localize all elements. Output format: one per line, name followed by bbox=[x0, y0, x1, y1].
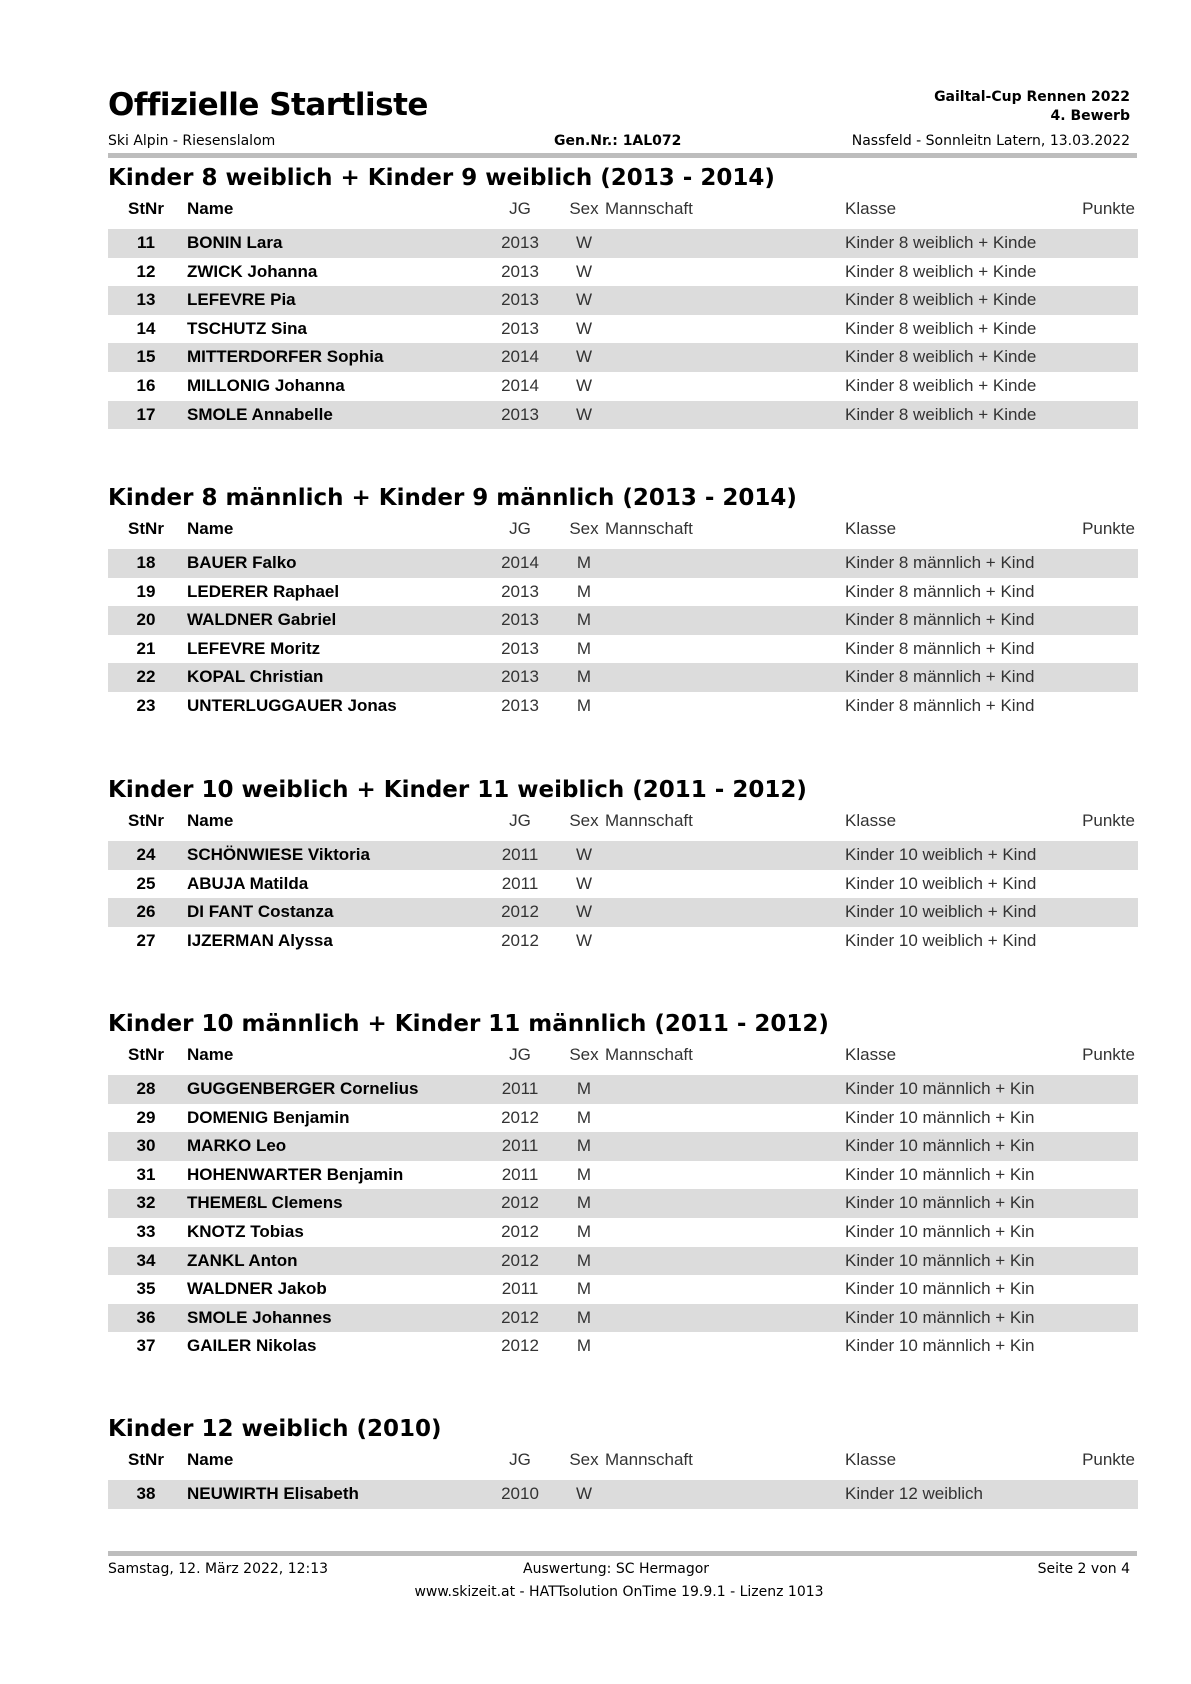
column-header-klasse: Klasse bbox=[845, 199, 897, 218]
table-row bbox=[108, 663, 1138, 692]
start-number: 26 bbox=[136, 902, 156, 922]
column-header-name: Name bbox=[187, 1450, 234, 1469]
class-cell: Kinder 10 männlich + Kin bbox=[845, 1250, 1035, 1270]
competitor-name: LEDERER Raphael bbox=[187, 581, 340, 601]
table-row bbox=[108, 258, 1138, 287]
column-header-row bbox=[108, 193, 1138, 229]
class-cell: Kinder 10 männlich + Kin bbox=[845, 1307, 1035, 1327]
sex-cell: W bbox=[575, 873, 593, 893]
start-number: 27 bbox=[136, 930, 156, 950]
table-row bbox=[108, 1218, 1138, 1247]
birth-year: 2011 bbox=[501, 1279, 539, 1299]
column-header-klasse: Klasse bbox=[845, 519, 897, 538]
sex-cell: W bbox=[575, 930, 593, 950]
section-4 bbox=[108, 1414, 1138, 1509]
birth-year: 2012 bbox=[501, 1107, 539, 1127]
start-number: 31 bbox=[136, 1164, 156, 1184]
section-title: Kinder 10 weiblich + Kinder 11 weiblich (2011 - 2012) bbox=[108, 777, 807, 803]
event-number: 4. Bewerb bbox=[1050, 108, 1130, 124]
column-header-name: Name bbox=[187, 1045, 234, 1064]
footer-rule bbox=[108, 1551, 1137, 1556]
birth-year: 2013 bbox=[501, 581, 539, 601]
column-header-punkte: Punkte bbox=[1082, 199, 1135, 218]
column-header-stnr: StNr bbox=[128, 199, 164, 218]
column-header-row bbox=[108, 513, 1138, 549]
birth-year: 2012 bbox=[501, 1336, 539, 1356]
sex-cell: M bbox=[576, 1136, 592, 1156]
birth-year: 2011 bbox=[501, 873, 539, 893]
sex-cell: W bbox=[575, 290, 593, 310]
start-number: 24 bbox=[136, 845, 156, 864]
page-number: Seite 2 von 4 bbox=[1037, 1561, 1130, 1577]
column-header-jg: JG bbox=[509, 199, 531, 218]
start-number: 29 bbox=[136, 1107, 156, 1127]
header-rule bbox=[108, 153, 1137, 158]
column-header-team: Mannschaft bbox=[605, 811, 693, 830]
birth-year: 2012 bbox=[501, 1221, 539, 1241]
column-header-klasse: Klasse bbox=[845, 1045, 897, 1064]
birth-year: 2013 bbox=[501, 318, 539, 338]
column-header-stnr: StNr bbox=[128, 1045, 164, 1064]
class-cell: Kinder 10 männlich + Kin bbox=[845, 1193, 1035, 1213]
table-row bbox=[108, 635, 1138, 664]
start-number: 25 bbox=[136, 873, 156, 893]
table-row bbox=[108, 1161, 1138, 1190]
competitor-name: WALDNER Gabriel bbox=[187, 610, 337, 630]
birth-year: 2011 bbox=[501, 1136, 539, 1156]
section-1 bbox=[108, 483, 1138, 721]
table-row bbox=[108, 1480, 1138, 1509]
class-cell: Kinder 8 weiblich + Kinde bbox=[845, 261, 1037, 281]
competitor-name: KNOTZ Tobias bbox=[187, 1221, 304, 1241]
competitor-name: ZWICK Johanna bbox=[187, 261, 318, 281]
class-cell: Kinder 8 weiblich + Kinde bbox=[845, 404, 1037, 424]
class-cell: Kinder 8 männlich + Kind bbox=[845, 581, 1035, 601]
column-header-sex: Sex bbox=[569, 811, 599, 830]
competitor-name: NEUWIRTH Elisabeth bbox=[187, 1484, 359, 1503]
location-date: Nassfeld - Sonnleitn Latern, 13.03.2022 bbox=[851, 133, 1130, 149]
class-cell: Kinder 8 männlich + Kind bbox=[845, 553, 1035, 572]
class-cell: Kinder 8 männlich + Kind bbox=[845, 610, 1035, 630]
competitor-name: THEMEßL Clemens bbox=[187, 1193, 343, 1213]
class-cell: Kinder 8 weiblich + Kinde bbox=[845, 318, 1037, 338]
start-number: 36 bbox=[136, 1307, 156, 1327]
column-header-punkte: Punkte bbox=[1082, 811, 1135, 830]
column-header-stnr: StNr bbox=[128, 1450, 164, 1469]
sex-cell: M bbox=[576, 610, 592, 630]
column-header-stnr: StNr bbox=[128, 519, 164, 538]
birth-year: 2014 bbox=[501, 375, 539, 395]
birth-year: 2011 bbox=[501, 1164, 539, 1184]
table-row bbox=[108, 286, 1138, 315]
sex-cell: M bbox=[576, 1250, 592, 1270]
table-row bbox=[108, 841, 1138, 870]
column-header-sex: Sex bbox=[569, 1045, 599, 1064]
competitor-name: KOPAL Christian bbox=[187, 667, 324, 687]
sex-cell: M bbox=[576, 1164, 592, 1184]
class-cell: Kinder 8 weiblich + Kinde bbox=[845, 375, 1037, 395]
start-number: 18 bbox=[136, 553, 156, 572]
birth-year: 2013 bbox=[501, 638, 539, 658]
start-number: 14 bbox=[136, 318, 156, 338]
competitor-name: UNTERLUGGAUER Jonas bbox=[187, 695, 397, 715]
column-header-row bbox=[108, 1444, 1138, 1480]
page-title: Offizielle Startliste bbox=[108, 87, 428, 123]
birth-year: 2013 bbox=[501, 404, 539, 424]
sex-cell: M bbox=[576, 581, 592, 601]
birth-year: 2013 bbox=[501, 261, 539, 281]
birth-year: 2013 bbox=[501, 290, 539, 310]
section-title: Kinder 10 männlich + Kinder 11 männlich (2011 - 2012) bbox=[108, 1011, 829, 1037]
birth-year: 2012 bbox=[501, 1193, 539, 1213]
column-header-name: Name bbox=[187, 811, 234, 830]
competitor-name: MITTERDORFER Sophia bbox=[187, 347, 384, 367]
column-header-punkte: Punkte bbox=[1082, 519, 1135, 538]
column-header-klasse: Klasse bbox=[845, 811, 897, 830]
print-timestamp: Samstag, 12. März 2022, 12:13 bbox=[108, 1561, 329, 1577]
competitor-name: SMOLE Annabelle bbox=[187, 404, 333, 424]
competitor-name: HOHENWARTER Benjamin bbox=[187, 1164, 404, 1184]
table-row bbox=[108, 372, 1138, 401]
sex-cell: M bbox=[576, 1221, 592, 1241]
start-number: 33 bbox=[136, 1221, 156, 1241]
gen-number: Gen.Nr.: 1AL072 bbox=[554, 133, 682, 149]
class-cell: Kinder 10 weiblich + Kind bbox=[845, 930, 1037, 950]
column-header-jg: JG bbox=[509, 1045, 531, 1064]
column-header-row bbox=[108, 805, 1138, 841]
start-number: 37 bbox=[136, 1336, 156, 1356]
competitor-name: DI FANT Costanza bbox=[187, 902, 334, 922]
header-subline bbox=[108, 133, 1130, 151]
table-row bbox=[108, 1189, 1138, 1218]
section-2 bbox=[108, 775, 1138, 955]
birth-year: 2012 bbox=[501, 902, 539, 922]
start-number: 19 bbox=[136, 581, 156, 601]
section-title: Kinder 12 weiblich (2010) bbox=[108, 1416, 442, 1442]
birth-year: 2014 bbox=[501, 553, 539, 572]
class-cell: Kinder 10 weiblich + Kind bbox=[845, 845, 1037, 864]
table-row bbox=[108, 578, 1138, 607]
birth-year: 2012 bbox=[501, 930, 539, 950]
start-number: 20 bbox=[136, 610, 156, 630]
column-header-jg: JG bbox=[509, 811, 531, 830]
sex-cell: M bbox=[576, 1079, 592, 1098]
class-cell: Kinder 10 männlich + Kin bbox=[845, 1107, 1035, 1127]
table-row bbox=[108, 1247, 1138, 1276]
class-cell: Kinder 8 männlich + Kind bbox=[845, 667, 1035, 687]
table-row bbox=[108, 1075, 1138, 1104]
table-row bbox=[108, 343, 1138, 372]
evaluation-club: Auswertung: SC Hermagor bbox=[523, 1561, 710, 1577]
start-number: 13 bbox=[136, 290, 156, 310]
sex-cell: W bbox=[575, 261, 593, 281]
class-cell: Kinder 10 männlich + Kin bbox=[845, 1136, 1035, 1156]
class-cell: Kinder 10 männlich + Kin bbox=[845, 1079, 1035, 1098]
class-cell: Kinder 10 männlich + Kin bbox=[845, 1221, 1035, 1241]
table-row bbox=[108, 1104, 1138, 1133]
sex-cell: W bbox=[575, 318, 593, 338]
sex-cell: M bbox=[576, 638, 592, 658]
birth-year: 2013 bbox=[501, 610, 539, 630]
column-header-jg: JG bbox=[509, 519, 531, 538]
competitor-name: GUGGENBERGER Cornelius bbox=[187, 1079, 419, 1098]
start-number: 28 bbox=[136, 1079, 156, 1098]
birth-year: 2010 bbox=[501, 1484, 539, 1503]
birth-year: 2011 bbox=[501, 1079, 539, 1098]
class-cell: Kinder 10 weiblich + Kind bbox=[845, 873, 1037, 893]
start-number: 35 bbox=[136, 1279, 156, 1299]
class-cell: Kinder 10 männlich + Kin bbox=[845, 1164, 1035, 1184]
competitor-name: WALDNER Jakob bbox=[187, 1279, 327, 1299]
competitor-name: LEFEVRE Moritz bbox=[187, 638, 321, 658]
sex-cell: M bbox=[576, 1279, 592, 1299]
column-header-sex: Sex bbox=[569, 519, 599, 538]
birth-year: 2013 bbox=[501, 233, 539, 252]
class-cell: Kinder 10 männlich + Kin bbox=[845, 1336, 1035, 1356]
sex-cell: W bbox=[575, 845, 593, 864]
table-row bbox=[108, 692, 1138, 721]
birth-year: 2012 bbox=[501, 1307, 539, 1327]
table-row bbox=[108, 898, 1138, 927]
section-title: Kinder 8 männlich + Kinder 9 männlich (2013 - 2014) bbox=[108, 485, 797, 511]
competitor-name: ABUJA Matilda bbox=[187, 873, 309, 893]
class-cell: Kinder 8 weiblich + Kinde bbox=[845, 290, 1037, 310]
competitor-name: BONIN Lara bbox=[187, 233, 283, 252]
column-header-klasse: Klasse bbox=[845, 1450, 897, 1469]
column-header-stnr: StNr bbox=[128, 811, 164, 830]
sex-cell: W bbox=[575, 902, 593, 922]
event-name: Gailtal-Cup Rennen 2022 bbox=[934, 89, 1130, 105]
column-header-team: Mannschaft bbox=[605, 1045, 693, 1064]
class-cell: Kinder 12 weiblich bbox=[845, 1484, 983, 1503]
sex-cell: M bbox=[576, 1107, 592, 1127]
class-cell: Kinder 8 weiblich + Kinde bbox=[845, 347, 1037, 367]
competitor-name: ZANKL Anton bbox=[187, 1250, 298, 1270]
sex-cell: W bbox=[575, 233, 593, 252]
column-header-name: Name bbox=[187, 519, 234, 538]
sex-cell: W bbox=[575, 375, 593, 395]
column-header-team: Mannschaft bbox=[605, 1450, 693, 1469]
sex-cell: M bbox=[576, 695, 592, 715]
column-header-punkte: Punkte bbox=[1082, 1450, 1135, 1469]
table-row bbox=[108, 1304, 1138, 1333]
birth-year: 2013 bbox=[501, 667, 539, 687]
table-row bbox=[108, 401, 1138, 430]
discipline: Ski Alpin - Riesenslalom bbox=[108, 133, 276, 149]
class-cell: Kinder 10 weiblich + Kind bbox=[845, 902, 1037, 922]
sex-cell: M bbox=[576, 1193, 592, 1213]
competitor-name: SMOLE Johannes bbox=[187, 1307, 332, 1327]
start-number: 38 bbox=[136, 1484, 156, 1503]
column-header-sex: Sex bbox=[569, 1450, 599, 1469]
table-row bbox=[108, 927, 1138, 956]
start-number: 34 bbox=[136, 1250, 156, 1270]
start-number: 17 bbox=[136, 404, 156, 424]
class-cell: Kinder 10 männlich + Kin bbox=[845, 1279, 1035, 1299]
class-cell: Kinder 8 männlich + Kind bbox=[845, 695, 1035, 715]
table-row bbox=[108, 1275, 1138, 1304]
sex-cell: W bbox=[575, 1484, 593, 1503]
birth-year: 2012 bbox=[501, 1250, 539, 1270]
column-header-name: Name bbox=[187, 199, 234, 218]
column-header-sex: Sex bbox=[569, 199, 599, 218]
column-header-punkte: Punkte bbox=[1082, 1045, 1135, 1064]
start-number: 32 bbox=[136, 1193, 156, 1213]
start-number: 12 bbox=[136, 261, 156, 281]
section-0 bbox=[108, 163, 1138, 429]
start-number: 16 bbox=[136, 375, 156, 395]
competitor-name: SCHÖNWIESE Viktoria bbox=[187, 845, 370, 864]
software-credit: www.skizeit.at - HATTsolution OnTime 19.9.1 - Lizenz 1013 bbox=[414, 1584, 824, 1600]
column-header-row bbox=[108, 1039, 1138, 1075]
sex-cell: M bbox=[576, 553, 592, 572]
sex-cell: W bbox=[575, 347, 593, 367]
table-row bbox=[108, 1132, 1138, 1161]
table-row bbox=[108, 606, 1138, 635]
start-number: 23 bbox=[136, 695, 156, 715]
competitor-name: TSCHUTZ Sina bbox=[187, 318, 307, 338]
birth-year: 2011 bbox=[501, 845, 539, 864]
class-cell: Kinder 8 männlich + Kind bbox=[845, 638, 1035, 658]
column-header-jg: JG bbox=[509, 1450, 531, 1469]
table-row bbox=[108, 549, 1138, 578]
competitor-name: MARKO Leo bbox=[187, 1136, 287, 1156]
competitor-name: DOMENIG Benjamin bbox=[187, 1107, 350, 1127]
start-number: 11 bbox=[137, 233, 155, 252]
start-number: 15 bbox=[136, 347, 156, 367]
competitor-name: LEFEVRE Pia bbox=[187, 290, 296, 310]
birth-year: 2013 bbox=[501, 695, 539, 715]
table-row bbox=[108, 229, 1138, 258]
class-cell: Kinder 8 weiblich + Kinde bbox=[845, 233, 1037, 252]
sex-cell: W bbox=[575, 404, 593, 424]
sex-cell: M bbox=[576, 1307, 592, 1327]
start-number: 22 bbox=[136, 667, 156, 687]
section-3 bbox=[108, 1009, 1138, 1361]
competitor-name: GAILER Nikolas bbox=[187, 1336, 317, 1356]
sex-cell: M bbox=[576, 667, 592, 687]
competitor-name: MILLONIG Johanna bbox=[187, 375, 345, 395]
column-header-team: Mannschaft bbox=[605, 199, 693, 218]
start-number: 21 bbox=[136, 638, 156, 658]
sex-cell: M bbox=[576, 1336, 592, 1356]
event-info bbox=[934, 88, 1130, 126]
birth-year: 2014 bbox=[501, 347, 539, 367]
column-header-team: Mannschaft bbox=[605, 519, 693, 538]
competitor-name: BAUER Falko bbox=[187, 553, 297, 572]
table-row bbox=[108, 315, 1138, 344]
start-number: 30 bbox=[136, 1136, 156, 1156]
table-row bbox=[108, 1332, 1138, 1361]
table-row bbox=[108, 870, 1138, 899]
section-title: Kinder 8 weiblich + Kinder 9 weiblich (2013 - 2014) bbox=[108, 165, 775, 191]
competitor-name: IJZERMAN Alyssa bbox=[187, 930, 333, 950]
